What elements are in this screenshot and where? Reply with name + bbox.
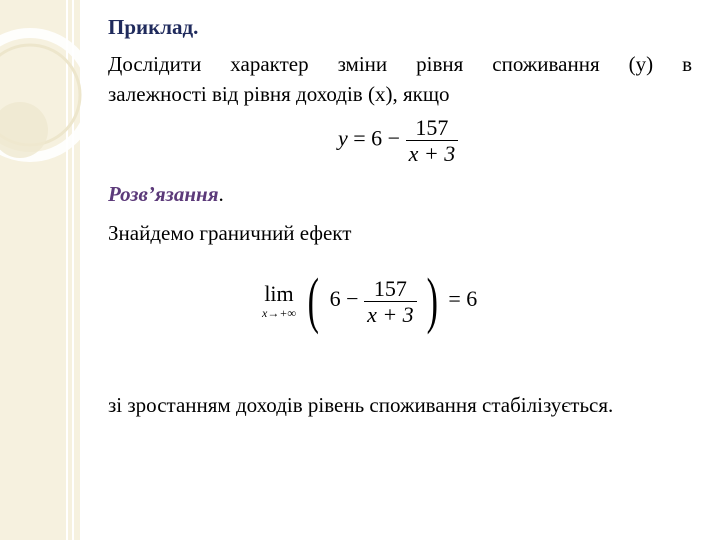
solution-heading [108,180,224,208]
problem-statement-line2: залежності від рівня доходів (x), якщо [108,82,450,106]
solution-heading-text: Розв’язання [108,182,219,206]
fraction-denominator: x + 3 [408,141,456,166]
limit-fraction [364,276,417,327]
example-title: Приклад. [108,15,199,39]
limit-operator [262,282,296,320]
right-parenthesis: ) [426,267,439,335]
limit-fraction-denominator: x + 3 [367,301,414,327]
solution-heading-dot: . [218,182,224,206]
problem-statement-line1: Дослідити характер зміни рівня споживання (y) в [108,52,692,76]
limit-label: lim [264,281,294,306]
conclusion-text: зі зростанням доходів рівень споживання стабілізується. [108,393,614,417]
left-parenthesis: ( [308,267,320,335]
limit-fraction-numerator: 157 [364,276,417,302]
consumption-formula [338,115,458,166]
formula-lhs: y [338,125,348,151]
limit-subscript: x→+∞ [262,306,296,320]
formula-eq: = 6 − [353,125,401,151]
limit-term: 6 − [329,286,359,312]
fraction-numerator: 157 [406,115,459,141]
decorative-circles [0,0,100,220]
limit-result: = 6 [448,286,478,312]
step-text: Знайдемо граничний ефект [108,221,352,245]
formula-fraction [406,115,459,166]
limit-formula [262,267,478,335]
